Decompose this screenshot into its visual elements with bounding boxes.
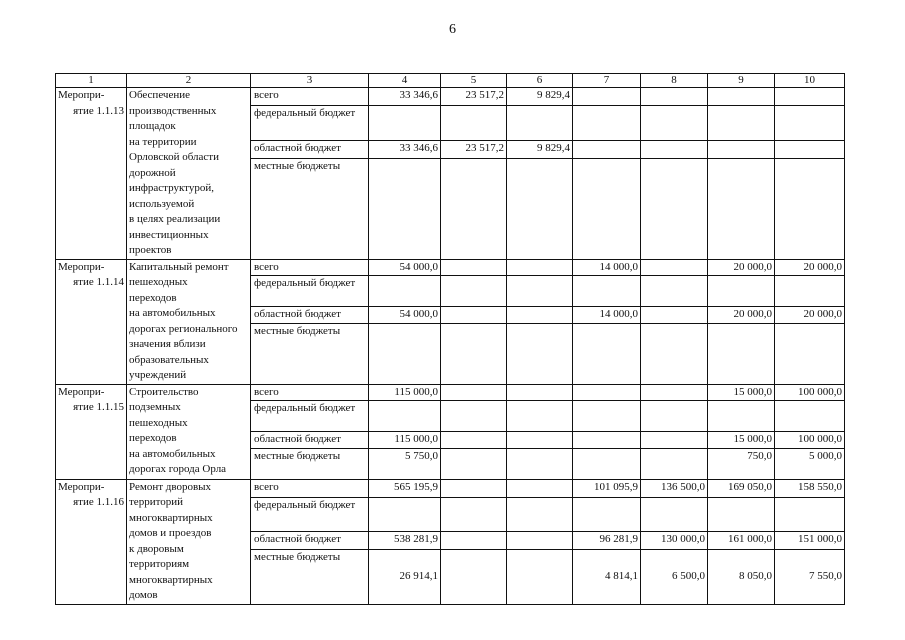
amount-cell: 169 050,0 bbox=[708, 479, 775, 497]
amount-cell: 9 829,4 bbox=[507, 140, 573, 158]
amount-cell bbox=[573, 497, 641, 531]
column-number: 5 bbox=[441, 74, 507, 88]
amount-cell: 33 346,6 bbox=[369, 140, 441, 158]
event-name-line: проектов bbox=[129, 244, 172, 256]
column-number: 10 bbox=[775, 74, 845, 88]
event-code-line: Меропри- bbox=[58, 260, 105, 273]
event-name-line: к дворовым bbox=[129, 542, 184, 555]
amount-cell bbox=[507, 549, 573, 604]
event-code-line: ятие 1.1.14 bbox=[73, 276, 124, 288]
column-number: 9 bbox=[708, 74, 775, 88]
event-name-line: в целях реализации bbox=[129, 213, 221, 225]
amount-cell: 15 000,0 bbox=[708, 432, 775, 449]
amount-cell bbox=[441, 158, 507, 259]
table-row bbox=[56, 88, 845, 106]
amount-cell: 5 000,0 bbox=[775, 448, 845, 479]
amount-cell bbox=[573, 140, 641, 158]
amount-cell bbox=[441, 401, 507, 432]
amount-cell bbox=[441, 479, 507, 497]
amount-cell: 7 550,0 bbox=[775, 549, 845, 604]
event-name-line: домов и проездов bbox=[129, 527, 212, 539]
amount-cell bbox=[441, 259, 507, 276]
amount-cell: 5 750,0 bbox=[369, 448, 441, 479]
amount-cell bbox=[775, 88, 845, 106]
amount-cell bbox=[708, 276, 775, 307]
amount-cell bbox=[441, 323, 507, 384]
amount-cell bbox=[775, 323, 845, 384]
amount-cell bbox=[573, 384, 641, 401]
funding-source-regional: областной бюджет bbox=[251, 432, 369, 449]
amount-cell bbox=[507, 323, 573, 384]
amount-cell: 20 000,0 bbox=[775, 307, 845, 324]
amount-cell bbox=[441, 497, 507, 531]
event-code-line: Меропри- bbox=[58, 385, 105, 398]
amount-cell: 54 000,0 bbox=[369, 307, 441, 324]
page-number: 6 bbox=[449, 22, 456, 37]
event-name-line: инвестиционных bbox=[129, 228, 209, 241]
column-number: 3 bbox=[251, 74, 369, 88]
event-name-line: образовательных bbox=[129, 353, 209, 366]
amount-cell bbox=[641, 88, 708, 106]
amount-cell: 115 000,0 bbox=[369, 432, 441, 449]
amount-cell: 15 000,0 bbox=[708, 384, 775, 401]
amount-cell bbox=[641, 432, 708, 449]
amount-cell bbox=[507, 384, 573, 401]
amount-cell bbox=[369, 276, 441, 307]
amount-cell: 20 000,0 bbox=[775, 259, 845, 276]
amount-cell: 26 914,1 bbox=[369, 549, 441, 604]
amount-cell bbox=[573, 88, 641, 106]
amount-cell bbox=[641, 140, 708, 158]
funding-source-total: всего bbox=[251, 259, 369, 276]
amount-cell: 161 000,0 bbox=[708, 531, 775, 549]
amount-cell: 6 500,0 bbox=[641, 549, 708, 604]
amount-cell: 23 517,2 bbox=[441, 88, 507, 106]
event-name-line: переходов bbox=[129, 432, 177, 444]
amount-cell: 20 000,0 bbox=[708, 307, 775, 324]
amount-cell: 151 000,0 bbox=[775, 531, 845, 549]
table-row bbox=[56, 479, 845, 497]
amount-cell bbox=[573, 106, 641, 140]
amount-cell bbox=[708, 88, 775, 106]
event-name-line: производственных bbox=[129, 104, 217, 117]
amount-cell bbox=[641, 323, 708, 384]
event-name-line: значения вблизи bbox=[129, 338, 206, 350]
column-number-row bbox=[56, 74, 845, 88]
amount-cell bbox=[641, 276, 708, 307]
amount-cell: 96 281,9 bbox=[573, 531, 641, 549]
amount-cell: 8 050,0 bbox=[708, 549, 775, 604]
event-name-line: на автомобильных bbox=[129, 307, 216, 319]
amount-cell bbox=[507, 276, 573, 307]
event-name-line: Капитальный ремонт bbox=[129, 260, 229, 273]
amount-cell: 4 814,1 bbox=[573, 549, 641, 604]
funding-source-total: всего bbox=[251, 384, 369, 401]
amount-cell: 23 517,2 bbox=[441, 140, 507, 158]
amount-cell: 115 000,0 bbox=[369, 384, 441, 401]
column-number: 4 bbox=[369, 74, 441, 88]
amount-cell bbox=[507, 259, 573, 276]
funding-source-federal: федеральный бюджет bbox=[251, 401, 369, 432]
amount-cell bbox=[441, 276, 507, 307]
event-name-line: дорожной bbox=[129, 166, 176, 179]
amount-cell bbox=[641, 307, 708, 324]
event-name-line: дорогах регионального bbox=[129, 322, 238, 335]
amount-cell bbox=[775, 140, 845, 158]
amount-cell: 130 000,0 bbox=[641, 531, 708, 549]
event-code-line: Меропри- bbox=[58, 480, 105, 493]
amount-cell bbox=[507, 432, 573, 449]
event-name-line: учреждений bbox=[129, 369, 187, 381]
event-name-line: переходов bbox=[129, 291, 177, 304]
amount-cell bbox=[441, 549, 507, 604]
amount-cell: 14 000,0 bbox=[573, 259, 641, 276]
event-name-line: площадок bbox=[129, 120, 176, 132]
funding-source-federal: федеральный бюджет bbox=[251, 497, 369, 531]
funding-source-regional: областной бюджет bbox=[251, 307, 369, 324]
budget-table bbox=[55, 73, 845, 605]
amount-cell bbox=[775, 401, 845, 432]
amount-cell bbox=[573, 401, 641, 432]
amount-cell bbox=[573, 276, 641, 307]
amount-cell bbox=[441, 307, 507, 324]
amount-cell bbox=[507, 307, 573, 324]
amount-cell bbox=[507, 479, 573, 497]
event-name-line: Орловской области bbox=[129, 151, 219, 163]
event-code-cell bbox=[56, 259, 127, 384]
column-number: 8 bbox=[641, 74, 708, 88]
amount-cell bbox=[775, 276, 845, 307]
amount-cell: 750,0 bbox=[708, 448, 775, 479]
amount-cell bbox=[641, 497, 708, 531]
amount-cell bbox=[641, 259, 708, 276]
event-code-cell bbox=[56, 384, 127, 479]
event-name-line: инфраструктурой, bbox=[129, 182, 214, 194]
event-name-line: пешеходных bbox=[129, 276, 188, 288]
amount-cell bbox=[369, 106, 441, 140]
table-row bbox=[56, 384, 845, 401]
amount-cell bbox=[507, 448, 573, 479]
event-name-line: домов bbox=[129, 589, 158, 601]
amount-cell bbox=[369, 497, 441, 531]
amount-cell bbox=[708, 497, 775, 531]
event-code-line: ятие 1.1.13 bbox=[73, 104, 124, 117]
event-code-cell bbox=[56, 479, 127, 604]
amount-cell bbox=[775, 497, 845, 531]
amount-cell bbox=[641, 448, 708, 479]
amount-cell bbox=[641, 401, 708, 432]
funding-source-federal: федеральный бюджет bbox=[251, 106, 369, 140]
amount-cell bbox=[573, 432, 641, 449]
funding-source-federal: федеральный бюджет bbox=[251, 276, 369, 307]
event-name-line: используемой bbox=[129, 197, 195, 210]
amount-cell bbox=[708, 106, 775, 140]
amount-cell bbox=[573, 323, 641, 384]
amount-cell bbox=[641, 384, 708, 401]
amount-cell: 101 095,9 bbox=[573, 479, 641, 497]
amount-cell bbox=[775, 158, 845, 259]
amount-cell bbox=[641, 106, 708, 140]
amount-cell bbox=[369, 158, 441, 259]
amount-cell bbox=[507, 158, 573, 259]
amount-cell: 9 829,4 bbox=[507, 88, 573, 106]
event-name-cell bbox=[127, 88, 251, 260]
event-name-line: на территории bbox=[129, 135, 197, 148]
funding-source-total: всего bbox=[251, 479, 369, 497]
amount-cell bbox=[369, 401, 441, 432]
amount-cell bbox=[441, 531, 507, 549]
amount-cell bbox=[441, 384, 507, 401]
amount-cell bbox=[507, 401, 573, 432]
amount-cell bbox=[369, 323, 441, 384]
amount-cell bbox=[708, 140, 775, 158]
amount-cell: 565 195,9 bbox=[369, 479, 441, 497]
amount-cell: 158 550,0 bbox=[775, 479, 845, 497]
funding-source-local: местные бюджеты bbox=[251, 323, 369, 384]
column-number: 7 bbox=[573, 74, 641, 88]
event-code-line: Меропри- bbox=[58, 89, 105, 101]
amount-cell bbox=[641, 158, 708, 259]
amount-cell bbox=[708, 401, 775, 432]
funding-source-regional: областной бюджет bbox=[251, 531, 369, 549]
funding-source-regional: областной бюджет bbox=[251, 140, 369, 158]
funding-source-local: местные бюджеты bbox=[251, 549, 369, 604]
amount-cell bbox=[708, 323, 775, 384]
event-name-cell bbox=[127, 479, 251, 604]
table-row bbox=[56, 259, 845, 276]
amount-cell: 538 281,9 bbox=[369, 531, 441, 549]
column-number: 1 bbox=[56, 74, 127, 88]
event-name-line: пешеходных bbox=[129, 416, 188, 429]
amount-cell bbox=[441, 448, 507, 479]
amount-cell: 54 000,0 bbox=[369, 259, 441, 276]
event-name-line: многоквартирных bbox=[129, 511, 213, 524]
column-number: 2 bbox=[127, 74, 251, 88]
amount-cell bbox=[507, 497, 573, 531]
amount-cell: 100 000,0 bbox=[775, 432, 845, 449]
amount-cell bbox=[573, 158, 641, 259]
event-name-cell bbox=[127, 384, 251, 479]
event-code-line: ятие 1.1.16 bbox=[73, 496, 124, 508]
amount-cell bbox=[441, 432, 507, 449]
event-name-line: на автомобильных bbox=[129, 447, 216, 460]
amount-cell bbox=[507, 106, 573, 140]
event-name-line: территориям bbox=[129, 558, 190, 570]
amount-cell: 136 500,0 bbox=[641, 479, 708, 497]
event-name-line: многоквартирных bbox=[129, 573, 213, 586]
event-name-line: подземных bbox=[129, 401, 181, 413]
funding-source-local: местные бюджеты bbox=[251, 448, 369, 479]
funding-source-local: местные бюджеты bbox=[251, 158, 369, 259]
amount-cell: 100 000,0 bbox=[775, 384, 845, 401]
funding-source-total: всего bbox=[251, 88, 369, 106]
event-name-line: территорий bbox=[129, 496, 184, 508]
amount-cell bbox=[708, 158, 775, 259]
amount-cell bbox=[441, 106, 507, 140]
event-code-line: ятие 1.1.15 bbox=[73, 401, 124, 413]
amount-cell: 14 000,0 bbox=[573, 307, 641, 324]
event-name-line: Ремонт дворовых bbox=[129, 480, 212, 493]
event-name-line: Обеспечение bbox=[129, 89, 190, 101]
amount-cell bbox=[507, 531, 573, 549]
event-name-line: Строительство bbox=[129, 385, 199, 398]
amount-cell bbox=[573, 448, 641, 479]
event-name-cell bbox=[127, 259, 251, 384]
column-number: 6 bbox=[507, 74, 573, 88]
amount-cell: 20 000,0 bbox=[708, 259, 775, 276]
event-code-cell bbox=[56, 88, 127, 260]
amount-cell: 33 346,6 bbox=[369, 88, 441, 106]
amount-cell bbox=[775, 106, 845, 140]
event-name-line: дорогах города Орла bbox=[129, 463, 227, 475]
